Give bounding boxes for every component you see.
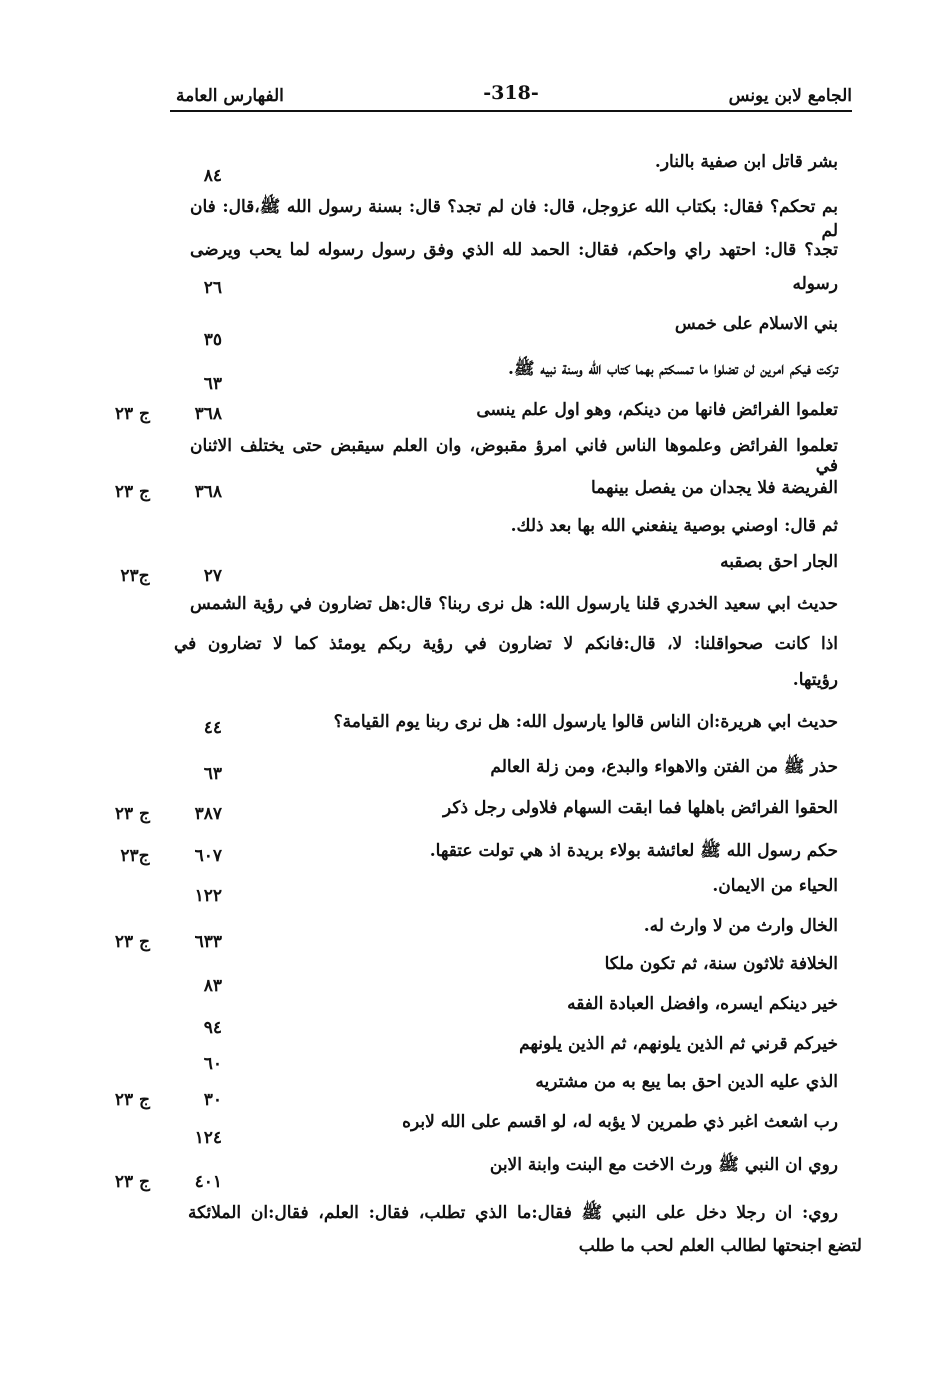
index-line: تعلموا الفرائض فانها من دينكم، وهو اول علم ينسى [476,400,838,420]
index-line: رؤيتها. [792,670,838,690]
index-line: بني الاسلام على خمس [674,314,838,334]
index-line: الذي عليه الدين احق بما يبع به من مشتريه [535,1072,838,1092]
reference: ٦٣ [203,764,222,784]
reference: ٣٦٨ج ٢٣ [114,404,222,424]
index-line: تعلموا الفرائض وعلموها الناس فاني امرؤ مقبوض، وان العلم سيقبض حتى يختلف الاثنان في [190,436,838,476]
index-line: رب اشعث اغبر ذي طمرين لا يؤبه له، لو اقسم على الله لابره [402,1112,838,1132]
reference: ٨٤ [203,166,222,186]
index-line: الجار احق بصقبه [720,552,838,572]
running-header [170,80,852,112]
reference: ٦٠٧ج٢٣ [120,846,222,866]
index-line: ثم قال: اوصني بوصية ينفعني الله بها بعد ذلك. [510,516,838,536]
index-line: الحياء من الايمان. [712,876,838,896]
reference: ٩٤ [203,1018,222,1038]
index-line: روي ان النبي ﷺ ورث الاخت مع البنت وابنة الابن [489,1155,838,1175]
index-line: الفريضة فلا يجدان من يفصل بينهما [591,478,838,498]
reference: ٦٠ [203,1054,222,1074]
reference: ١٢٤ [194,1128,222,1148]
reference: ٦٣ [203,374,222,394]
index-line: لتضع اجنحتها لطالب العلم لحب ما طلب [578,1236,862,1256]
index-line: الحقوا الفرائض باهلها فما ابقت السهام فلاولى رجل ذكر [443,798,838,818]
index-line: تركت فيكم امرين لن تضلوا ما تمسكتم بهما كتاب الله وسنة نبيه ﷺ. [508,359,838,379]
reference: ٣٨٧ج ٢٣ [114,804,222,824]
index-line: خير دينكم ايسره، وافضل العبادة الفقه [567,994,838,1014]
reference: ٢٧ج٢٣ [120,566,222,586]
page-number: -318- [483,82,539,104]
reference: ٦٣٣ج ٢٣ [114,932,222,952]
index-line: حديث ابي هريرة:ان الناس قالوا يارسول الله: هل نرى ربنا يوم القيامة؟ [333,712,838,732]
index-line: رسوله [792,274,838,294]
index-line: بم تحكم؟ فقال: بكتاب الله عزوجل، قال: فان لم تجد؟ قال: بسنة رسول الله ﷺ،قال: فان لم [190,197,838,241]
index-line: تجد؟ قال: احتهد راي واحكم، فقال: الحمد لله الذي وفق رسول رسوله لما يحب ويرضى [190,240,838,260]
index-line: الخال وارث من لا وارث له. [643,916,838,936]
section-title: الفهارس العامة [176,86,284,106]
reference: ٨٣ [203,976,222,996]
index-line: حديث ابي سعيد الخدري قلنا يارسول الله: هل نرى ربنا؟ قال:هل تضارون في رؤية الشمس [190,594,838,614]
book-title: الجامع لابن يونس [728,86,852,106]
index-line: بشر قاتل ابن صفية بالنار. [654,152,838,172]
index-line: حكم رسول الله ﷺ لعائشة بولاء بريدة اذ هي تولت عتقها. [429,841,838,861]
reference: ٣٥ [203,330,222,350]
index-line: روي: ان رجلا دخل على النبي ﷺ فقال:ما الذي تطلب، فقال: العلم، فقال:ان الملائكة [188,1203,838,1223]
index-line: خيركم قرني ثم الذين يلونهم، ثم الذين يلونهم [519,1034,838,1054]
index-line: الخلافة ثلاثون سنة، ثم تكون ملكا [604,954,838,974]
reference: ٣٠ج ٢٣ [114,1090,222,1110]
reference: ٢٦ [203,278,222,298]
index-line: حذر ﷺ من الفتن والاهواء والبدع، ومن زلة العالم [490,757,838,777]
reference: ١٢٢ [194,886,222,906]
reference: ٤٠١ج ٢٣ [114,1172,222,1192]
index-line: اذا كانت صحواقلنا: لا، قال:فانكم لا تضارون في رؤية ربكم يومئذ كما لا تضارون في [174,634,838,654]
reference: ٣٦٨ج ٢٣ [114,482,222,502]
reference: ٤٤ [203,718,222,738]
